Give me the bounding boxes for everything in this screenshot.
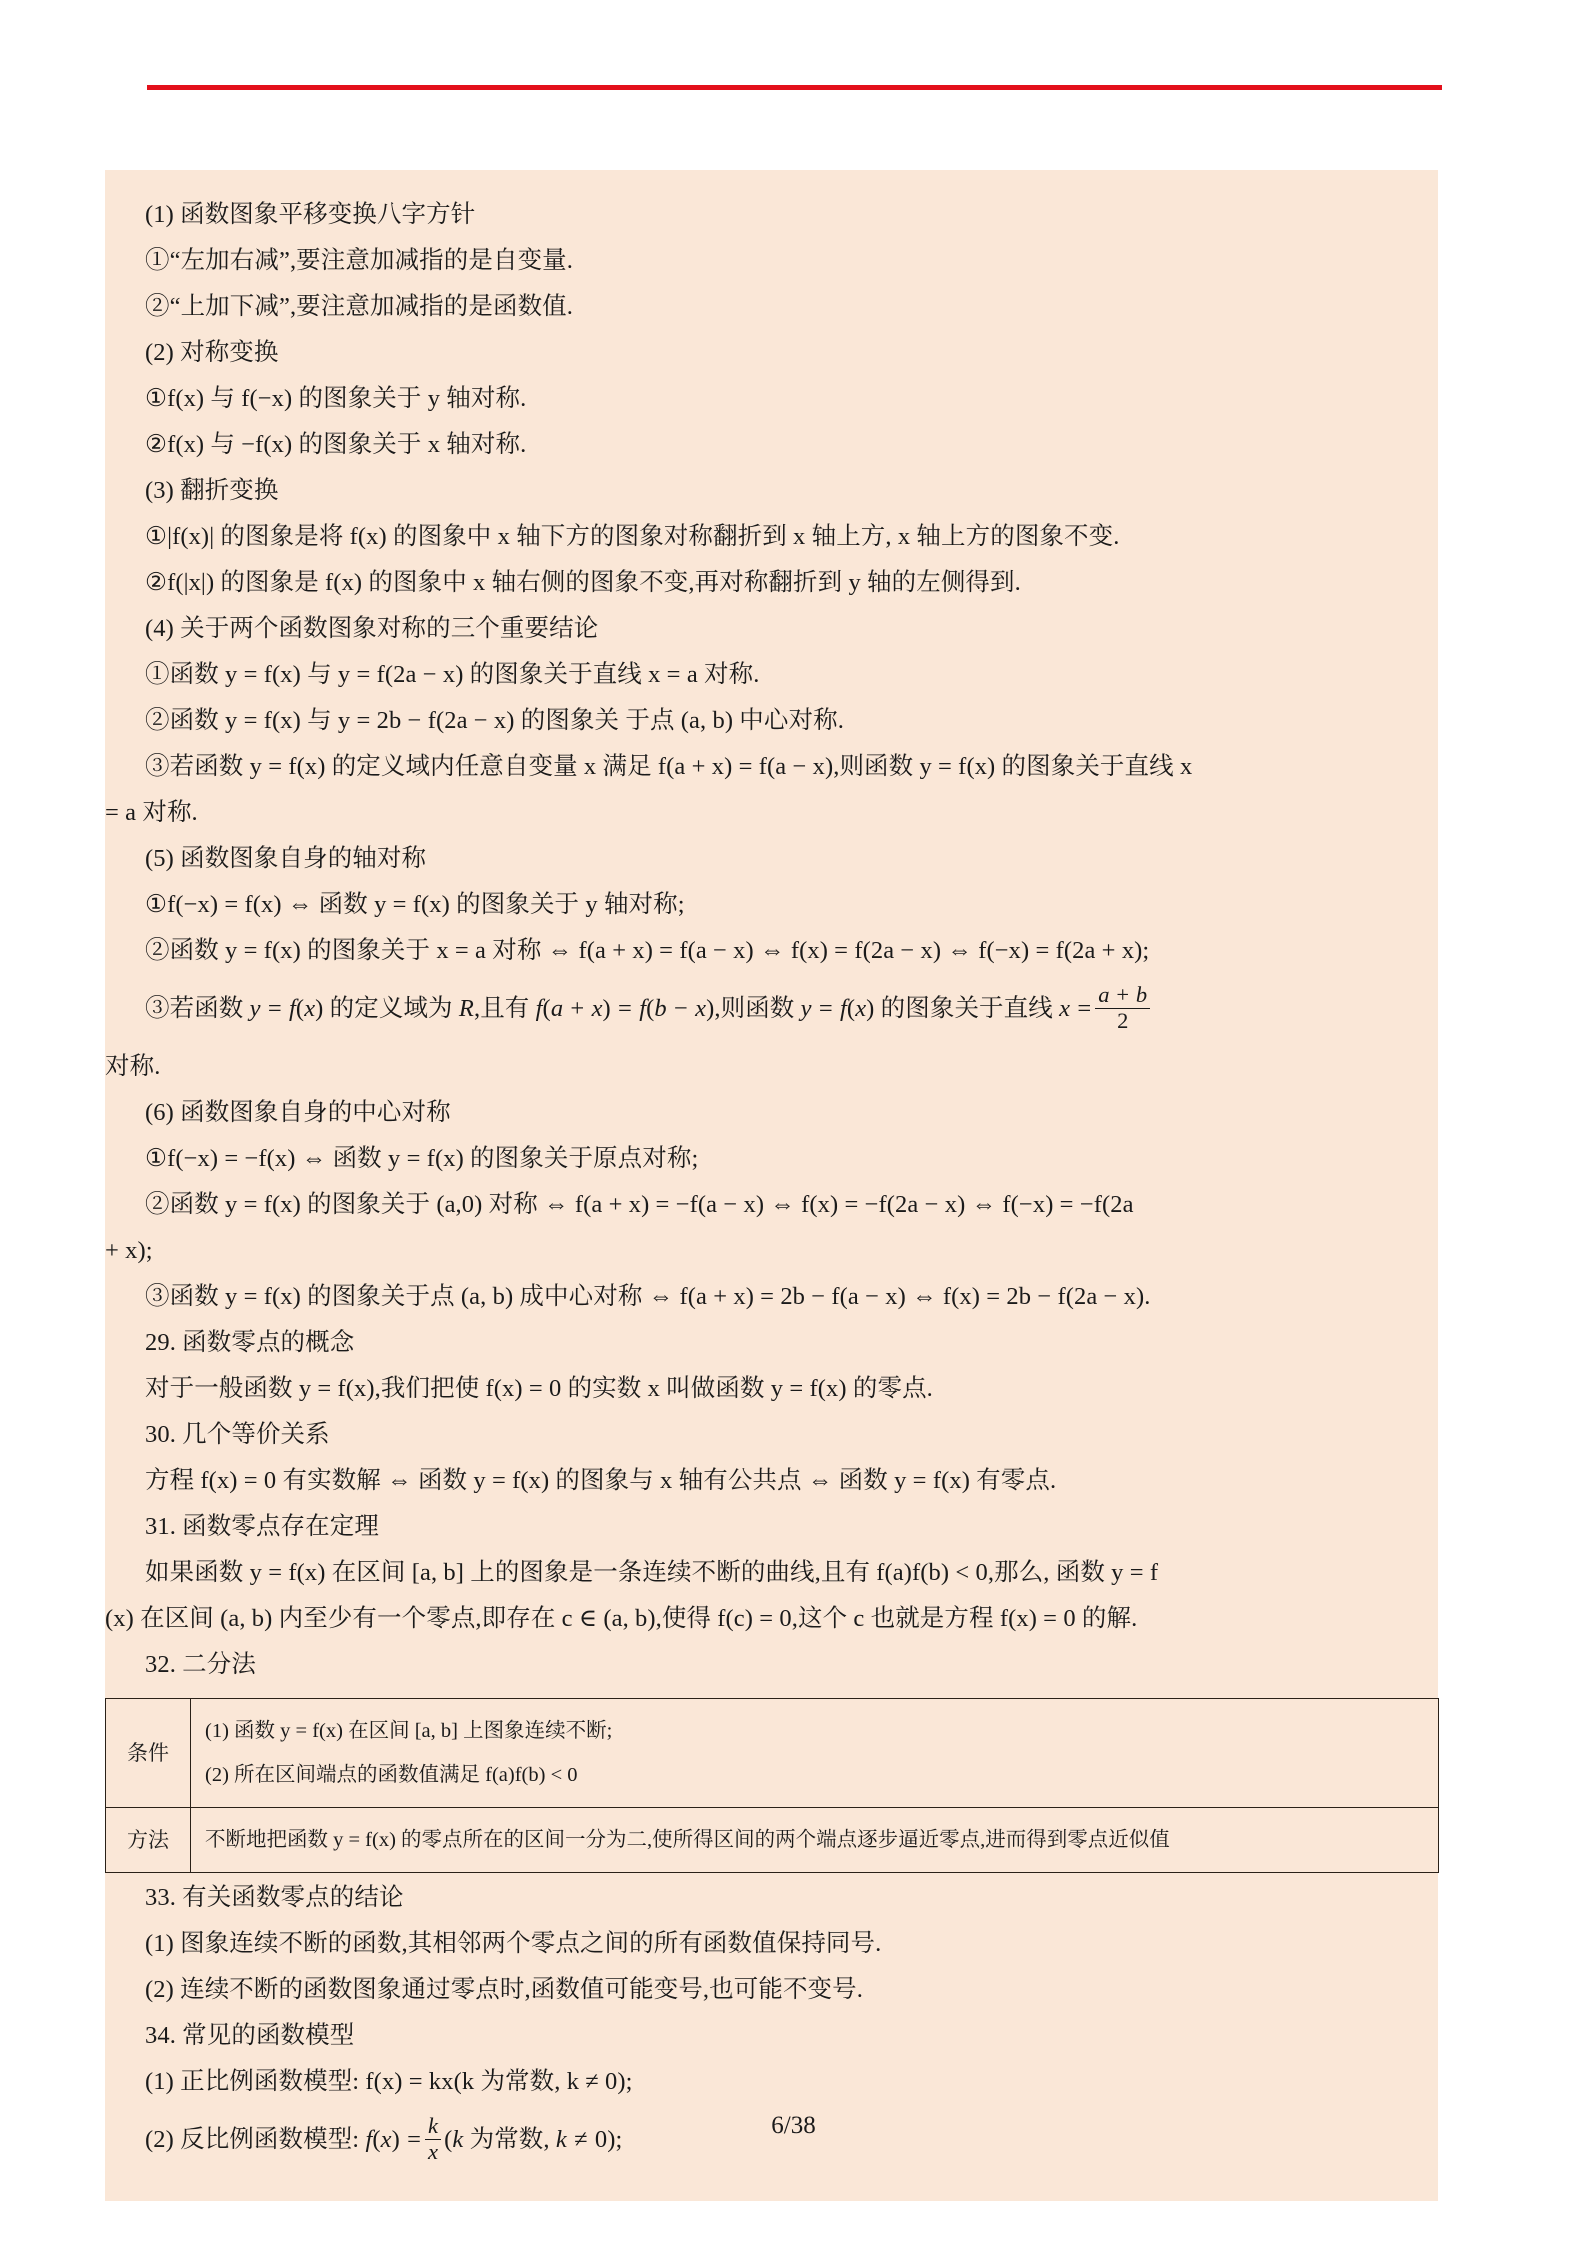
text-line: ①|f(x)| 的图象是将 f(x) 的图象中 x 轴下方的图象对称翻折到 x 轴上方, x 轴上方的图象不变. <box>145 523 1120 550</box>
fraction-a-plus-b-over-2: $\frac{a + b}{2}$ <box>1095 983 1150 1033</box>
text-line: (6) 函数图象自身的中心对称 <box>145 1099 451 1126</box>
table-cell-item: (1) 函数 y = f(x) 在区间 [a, b] 上图象连续不断; <box>205 1720 613 1742</box>
bisection-table <box>105 1698 1439 1873</box>
table-row <box>106 1808 1439 1873</box>
section-heading-34: 34. 常见的函数模型 <box>145 2022 355 2049</box>
text-line: ①函数 y = f(x) 与 y = f(2a − x) 的图象关于直线 x = a 对称. <box>145 661 760 688</box>
fraction-k-over-x: $\frac{k}{x}$ <box>425 2114 441 2164</box>
line-text-before-fraction: ③若函数 y = f(x) 的定义域为 R,且有 f(a + x) = f(b − x),则函数 y = f(x) 的图象关于直线 x = <box>145 995 1092 1022</box>
text-line: (2) 连续不断的函数图象通过零点时,函数值可能变号,也可能不变号. <box>145 1976 863 2003</box>
text-line: ③若函数 y = f(x) 的定义域内任意自变量 x 满足 f(a + x) = f(a − x),则函数 y = f(x) 的图象关于直线 x <box>145 753 1193 780</box>
table-row-label: 方法 <box>106 1808 191 1873</box>
text-line: ①f(−x) = f(x) ⇔ 函数 y = f(x) 的图象关于 y 轴对称; <box>145 891 685 918</box>
text-line: 对于一般函数 y = f(x),我们把使 f(x) = 0 的实数 x 叫做函数 y = f(x) 的零点. <box>145 1375 933 1402</box>
text-line: (1) 函数图象平移变换八字方针 <box>145 201 476 228</box>
section-heading-32: 32. 二分法 <box>145 1651 256 1678</box>
table-cell-item: (2) 所在区间端点的函数值满足 f(a)f(b) < 0 <box>205 1764 578 1786</box>
text-line-continuation: + x); <box>105 1237 153 1264</box>
text-line: (1) 正比例函数模型: f(x) = kx(k 为常数, k ≠ 0); <box>145 2068 633 2095</box>
text-line: ①f(−x) = −f(x) ⇔ 函数 y = f(x) 的图象关于原点对称; <box>145 1145 699 1172</box>
page-number: 6/38 <box>771 2112 816 2139</box>
table-row <box>106 1699 1439 1808</box>
text-line: ①“左加右减”,要注意加减指的是自变量. <box>145 247 573 274</box>
text-line: (2) 对称变换 <box>145 339 279 366</box>
text-line-continuation: 对称. <box>105 1053 161 1080</box>
content-block <box>105 170 1438 2201</box>
table-cell-item: 不断地把函数 y = f(x) 的零点所在的区间一分为二,使所得区间的两个端点逐步逼近零点,进而得到零点近似值 <box>205 1829 1170 1851</box>
text-line: ②“上加下减”,要注意加减指的是函数值. <box>145 293 573 320</box>
text-line-continuation: = a 对称. <box>105 799 198 826</box>
text-line: ②函数 y = f(x) 与 y = 2b − f(2a − x) 的图象关 于点 (a, b) 中心对称. <box>145 707 844 734</box>
text-line: ②函数 y = f(x) 的图象关于 x = a 对称 ⇔ f(a + x) = f(a − x) ⇔ f(x) = f(2a − x) ⇔ f(−x) = f(2a + x); <box>145 937 1150 964</box>
line-text-after-fraction: (k 为常数, k ≠ 0); <box>444 2126 623 2153</box>
text-line: ①f(x) 与 f(−x) 的图象关于 y 轴对称. <box>145 385 527 412</box>
text-line: ②f(|x|) 的图象是 f(x) 的图象中 x 轴右侧的图象不变,再对称翻折到 y 轴的左侧得到. <box>145 569 1021 596</box>
text-line-with-fraction <box>105 974 1438 1044</box>
text-line: 如果函数 y = f(x) 在区间 [a, b] 上的图象是一条连续不断的曲线,且有 f(a)f(b) < 0,那么, 函数 y = f <box>145 1559 1159 1586</box>
bisection-table-wrapper <box>105 1688 1438 1875</box>
text-line: (3) 翻折变换 <box>145 477 279 504</box>
text-line: ②函数 y = f(x) 的图象关于 (a,0) 对称 ⇔ f(a + x) = −f(a − x) ⇔ f(x) = −f(2a − x) ⇔ f(−x) = −f(2a <box>145 1191 1134 1218</box>
text-line: ③函数 y = f(x) 的图象关于点 (a, b) 成中心对称 ⇔ f(a + x) = 2b − f(a − x) ⇔ f(x) = 2b − f(2a − x). <box>145 1283 1151 1310</box>
text-line: 方程 f(x) = 0 有实数解 ⇔ 函数 y = f(x) 的图象与 x 轴有公共点 ⇔ 函数 y = f(x) 有零点. <box>145 1467 1057 1494</box>
section-heading-30: 30. 几个等价关系 <box>145 1421 330 1448</box>
text-line-continuation: (x) 在区间 (a, b) 内至少有一个零点,即存在 c ∈ (a, b),使得 f(c) = 0,这个 c 也就是方程 f(x) = 0 的解. <box>105 1605 1138 1632</box>
table-row-body <box>191 1808 1439 1873</box>
section-heading-29: 29. 函数零点的概念 <box>145 1329 355 1356</box>
text-line: (5) 函数图象自身的轴对称 <box>145 845 427 872</box>
text-line: ②f(x) 与 −f(x) 的图象关于 x 轴对称. <box>145 431 527 458</box>
line-text-before-fraction: (2) 反比例函数模型: f(x) = <box>145 2126 422 2153</box>
text-line: (4) 关于两个函数图象对称的三个重要结论 <box>145 615 599 642</box>
header-red-rule <box>147 85 1442 90</box>
section-heading-31: 31. 函数零点存在定理 <box>145 1513 379 1540</box>
table-row-body <box>191 1699 1439 1808</box>
section-heading-33: 33. 有关函数零点的结论 <box>145 1884 404 1911</box>
text-line: (1) 图象连续不断的函数,其相邻两个零点之间的所有函数值保持同号. <box>145 1930 882 1957</box>
table-row-label: 条件 <box>106 1699 191 1808</box>
